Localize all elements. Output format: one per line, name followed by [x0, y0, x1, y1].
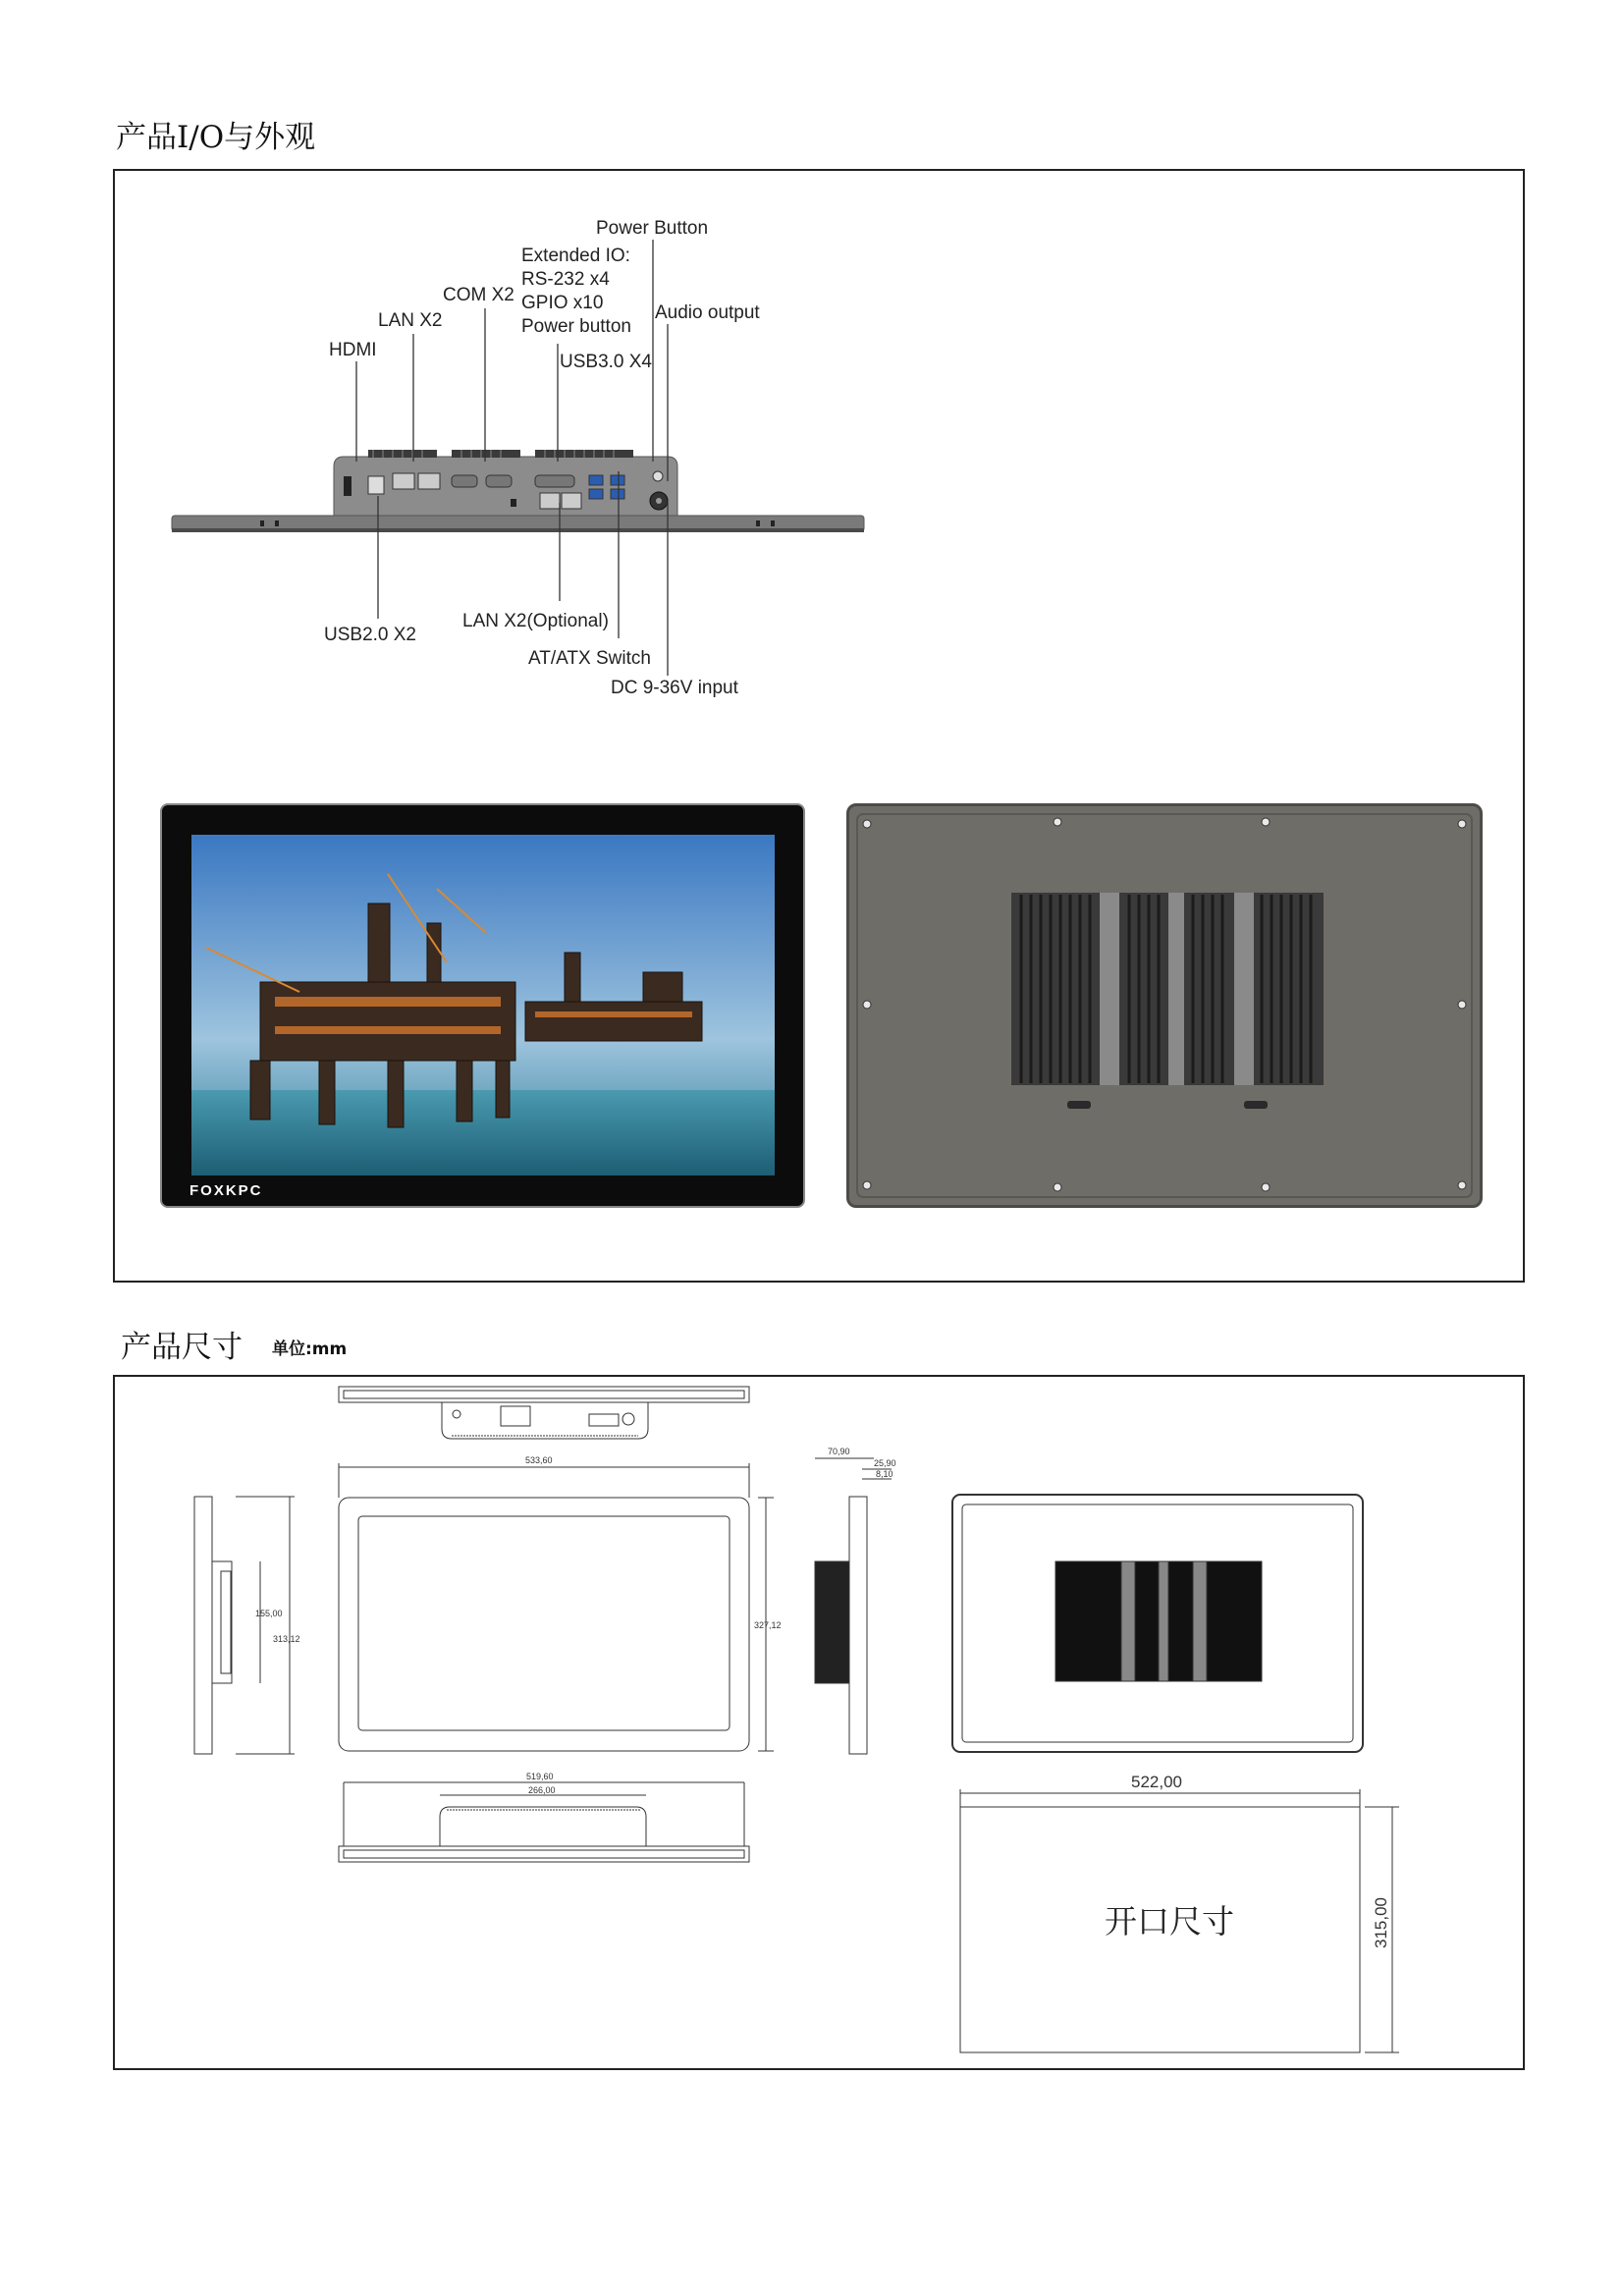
label-power-button-2: Power button [521, 316, 631, 337]
rear-heatsink [849, 806, 1480, 1205]
label-power-button: Power Button [596, 218, 709, 239]
dim-cutout-width: 522,00 [1131, 1773, 1182, 1791]
label-audio-output: Audio output [655, 302, 760, 323]
front-panel [160, 803, 805, 1208]
section-title-io: 产品I/O与外观 [116, 120, 316, 155]
label-com: COM X2 [443, 285, 514, 305]
dim-depth: 70,90 [828, 1447, 850, 1456]
label-atx-switch: AT/ATX Switch [528, 648, 651, 669]
section-title-dimensions [121, 1322, 347, 1366]
front-screen-image [191, 835, 775, 1175]
label-dc-input: DC 9-36V input [611, 678, 738, 698]
brand-logo: FOXKPC [189, 1182, 263, 1199]
dimensions-title: 产品尺寸 [121, 1330, 243, 1365]
dim-side-h2: 313,12 [273, 1634, 300, 1644]
rear-panel [846, 803, 1483, 1208]
dim-bottom-w1: 519,60 [526, 1772, 554, 1781]
dim-height-total: 327,12 [754, 1620, 782, 1630]
dim-side-h1: 155,00 [255, 1609, 283, 1618]
label-gpio: GPIO x10 [521, 293, 604, 313]
dim-cutout-height: 315,00 [1372, 1897, 1390, 1948]
label-extended-io: Extended IO: [521, 246, 630, 266]
io-leader-lines [0, 0, 1623, 786]
label-hdmi: HDMI [329, 340, 377, 360]
dimension-drawings [0, 1375, 1623, 2070]
dim-depth-2: 25,90 [874, 1458, 896, 1468]
label-usb2: USB2.0 X2 [324, 625, 416, 645]
dim-bottom-w2: 266,00 [528, 1785, 556, 1795]
label-lan-optional: LAN X2(Optional) [462, 611, 609, 631]
dim-depth-3: 8,10 [876, 1469, 893, 1479]
dim-width-total: 533,60 [525, 1455, 553, 1465]
unit-label: 单位:mm [272, 1339, 348, 1359]
cutout-label: 开口尺寸 [1105, 1902, 1234, 1941]
label-lan: LAN X2 [378, 310, 443, 331]
label-usb3: USB3.0 X4 [560, 352, 652, 372]
label-rs232: RS-232 x4 [521, 269, 610, 290]
